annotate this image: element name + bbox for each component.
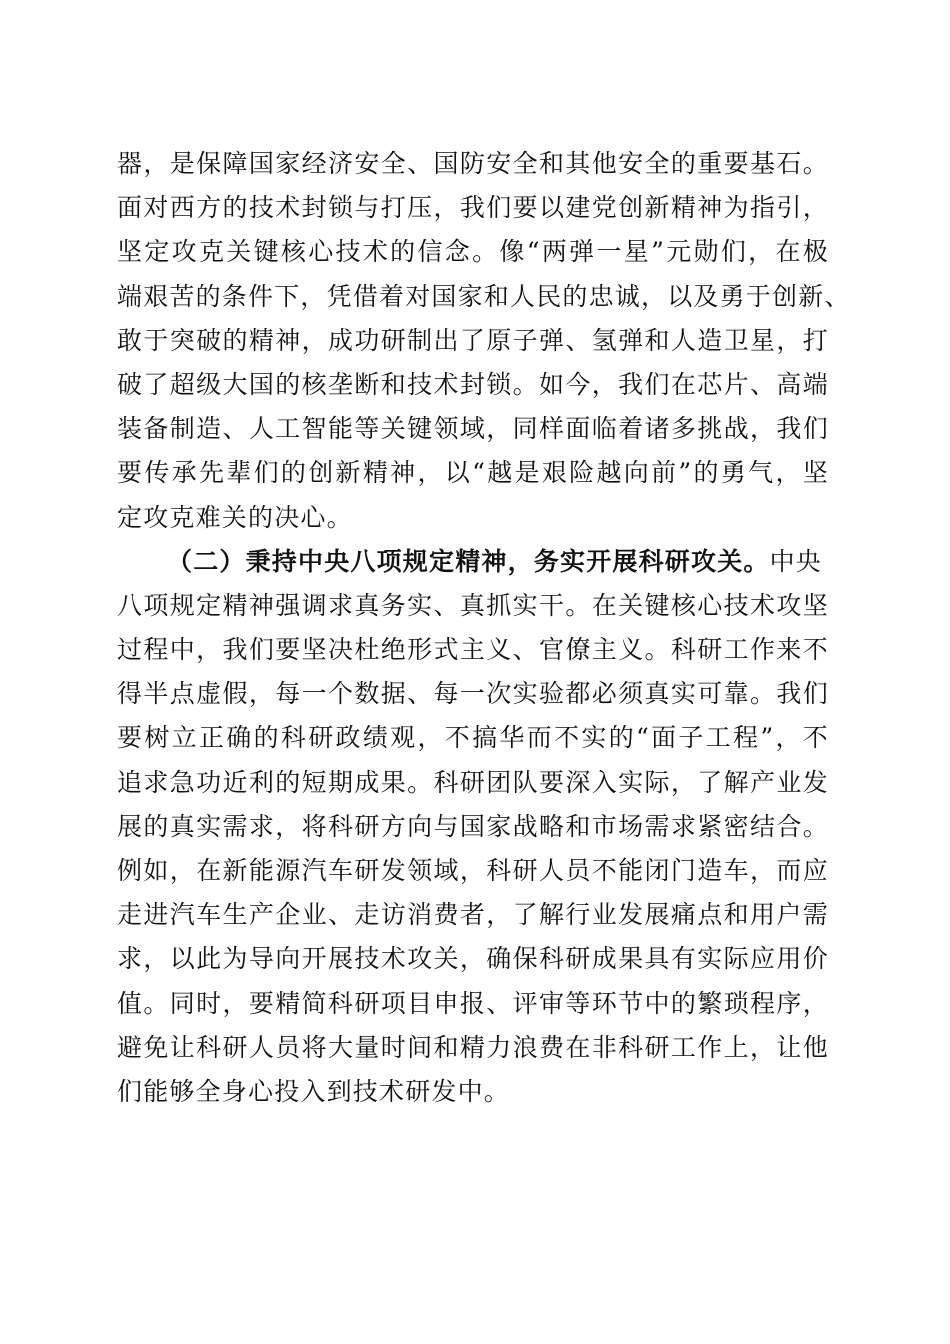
text-line: 面对西方的技术封锁与打压，我们要以建党创新精神为指引，	[117, 193, 829, 223]
text-line: 们能够全身心投入到技术研发中。	[117, 1076, 511, 1106]
text-line: 得半点虚假，每一个数据、每一次实验都必须真实可靠。我们	[117, 679, 829, 709]
text-line: 端艰苦的条件下，凭借着对国家和人民的忠诚，以及勇于创新、	[117, 281, 851, 311]
section-heading-line	[117, 540, 829, 584]
text-line: 坚定攻克关键核心技术的信念。像“两弹一星”元勋们，在极	[117, 237, 829, 267]
text-line: 避免让科研人员将大量时间和精力浪费在非科研工作上，让他	[117, 1032, 829, 1062]
text-run: 中央	[769, 546, 823, 576]
text-line: 敢于突破的精神，成功研制出了原子弹、氢弹和人造卫星，打	[117, 325, 829, 355]
text-line: 器，是保障国家经济安全、国防安全和其他安全的重要基石。	[117, 149, 829, 178]
text-line: 追求急功近利的短期成果。科研团队要深入实际，了解产业发	[117, 767, 829, 797]
text-line: 求，以此为导向开展技术攻关，确保科研成果具有实际应用价	[117, 944, 829, 974]
section-heading: （二）秉持中央八项规定精神，务实开展科研攻关。	[167, 546, 770, 576]
text-line: 值。同时，要精简科研项目申报、评审等环节中的繁琐程序，	[117, 988, 829, 1018]
paragraph-2	[117, 540, 829, 1114]
document-body	[117, 142, 851, 1114]
text-line: 定攻克难关的决心。	[117, 502, 353, 532]
text-line: 装备制造、人工智能等关键领域，同样面临着诸多挑战，我们	[117, 414, 829, 444]
text-line: 过程中，我们要坚决杜绝形式主义、官僚主义。科研工作来不	[117, 635, 829, 665]
text-line: 走进汽车生产企业、走访消费者，了解行业发展痛点和用户需	[117, 900, 829, 930]
text-line: 例如，在新能源汽车研发领域，科研人员不能闭门造车，而应	[117, 856, 829, 885]
text-line: 要传承先辈们的创新精神，以“越是艰险越向前”的勇气，坚	[117, 458, 829, 488]
text-line: 要树立正确的科研政绩观，不搞华而不实的“面子工程”，不	[117, 723, 829, 753]
text-line: 展的真实需求，将科研方向与国家战略和市场需求紧密结合。	[117, 811, 829, 841]
text-line: 破了超级大国的核垄断和技术封锁。如今，我们在芯片、高端	[117, 369, 829, 399]
text-line: 八项规定精神强调求真务实、真抓实干。在关键核心技术攻坚	[117, 590, 829, 620]
paragraph-1	[117, 142, 851, 540]
